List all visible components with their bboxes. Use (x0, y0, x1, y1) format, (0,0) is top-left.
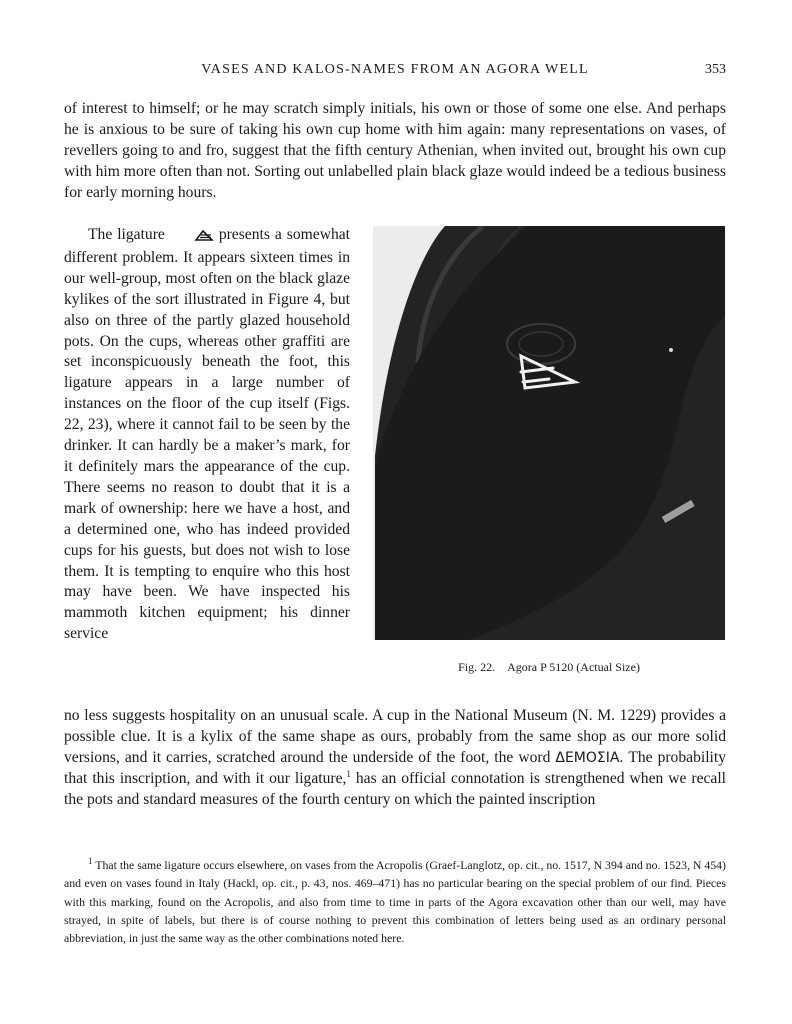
footnote-text: That the same ligature occurs elsewhere, on vases from the Acropolis (Graef-Langlotz, op. cit., no. 1517, N 394 and no. 1523, N 454) and even on vases found in Italy (Hackl, op. cit., p. 43, nos. 469–471) has no particular bearing on the special problem of our find. Pieces with this marking, found on the Acropolis, and also from time to time in parts of the Agora excavation other than our well, may have strayed, in spite of labels, but there is of course nothing to prevent this combination of letters being used as an ordinary personal abbreviation, in just the same way as the other combinations noted here. (64, 858, 726, 946)
greek-inscription: ΔΕΜΟΣΙΑ (555, 749, 620, 766)
footnote-ref[interactable]: 1 (346, 768, 351, 779)
paragraph-1: of interest to himself; or he may scratch simply initials, his own or those of some one else. And perhaps he is anxious to be sure of taking his own cup home with him again: many representations on vases, of revellers going to and fro, suggest that the fifth century Athenian, when invited out, brought his own cup with him more often than not. Sorting out unlabelled plain black glaze would indeed be a tedious business for early morning hours. (64, 100, 726, 201)
footnote (64, 856, 726, 947)
running-head (64, 62, 726, 84)
paragraph-2 (64, 225, 350, 645)
paragraph-3 (64, 706, 726, 811)
figure-caption-text: Agora P 5120 (Actual Size) (507, 660, 640, 674)
figure-caption (373, 660, 725, 675)
footnote-marker: 1 (88, 856, 93, 867)
paragraph-2-lead: The ligature (88, 226, 165, 243)
running-title: VASES AND KALOS-NAMES FROM AN AGORA WELL (201, 62, 589, 77)
figure-photo (373, 226, 725, 640)
paragraph-3-lead: no less suggests hospitality on an unusual scale. A cup in the National Museum (N. M. 1229) provides a possible clue. It is a kylix of the same shape as ours, probably from the same shop as our more solid versions, and it carries, scratched around the underside of the foot, the word (64, 707, 726, 766)
paragraph-3-end: has an official connotation is strengthened when we recall the pots and standard measures of the fourth century on which the painted inscription (64, 769, 726, 808)
paragraph-2-body: presents a somewhat different problem. It appears sixteen times in our well-group, most often on the black glaze kylikes of the sort illustrated in Figure 4, but also on three of the partly glazed household pots. On the cups, whereas other graffiti are set inconspicuously beneath the foot, this ligature appears in a large number of instances on the floor of the cup itself (Figs. 22, 23), where it cannot fail to be seen by the drinker. It can hardly be a maker’s mark, for it definitely mars the appearance of the cup. There seems no reason to doubt that it is a mark of ownership: here we have a host, and a determined one, who has indeed provided cups for his guests, but does not wish to lose them. It is tempting to enquire who this host may have been. We have inspected his mammoth kitchen equipment; his dinner service (64, 226, 351, 643)
paragraph-3-middle: . The probability that this inscription, and with it our ligature, (64, 748, 726, 787)
page-number: 353 (705, 62, 726, 77)
sherd-image (373, 226, 725, 640)
ligature-icon (170, 227, 214, 248)
figure-label: Fig. 22. (458, 660, 496, 674)
